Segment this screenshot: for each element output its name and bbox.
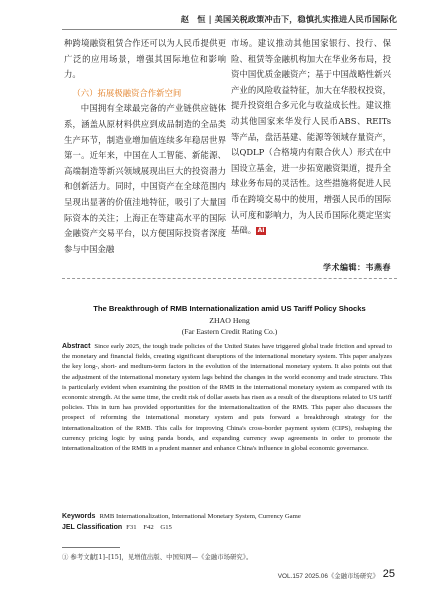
left-paragraph-1: 种跨境融资租赁合作还可以为人民币提供更广泛的应用场景，增强其国际地位和影响力。: [64, 38, 226, 80]
left-column: [64, 36, 226, 257]
academic-editor: 学术编辑：韦燕春: [323, 262, 391, 272]
footnote-divider: [62, 547, 120, 548]
footnote: ① 参考文献[1]–[15]，见增值出版、中国知网—《金融市场研究》。: [62, 553, 253, 561]
section-subheading: （六）拓展极融资合作新空间: [72, 87, 182, 98]
header-title: 美国关税政策冲击下，稳慎扎实推进人民币国际化: [214, 14, 397, 24]
footer: [278, 571, 379, 580]
jel-text: F31 F42 G15: [126, 524, 172, 531]
header-separator: |: [208, 14, 212, 24]
right-paragraph-text: 市场。建议推动其他国家银行、投行、保险、租赁等金融机构加大在华业务布局，投资中国优质金融资产；基于中国战略性新兴产业的风险收益特征，加大在华股权投资，提升投资组合多元化与收益成长性。建议推动其他国家来华发行人民币ABS、REITs等产品，盘活基建、能源等领域存量资产，以QDLP（合格境内有限合伙人）形式在中国设立基金，进一步拓宽融资渠道，提升全球业务布局的灵活性。这些措施将促进人民币在跨境交易中的使用，增强人民币的国际认可度和影响力，为人民币国际化奠定坚实基础。: [231, 38, 391, 236]
right-column: [231, 36, 391, 239]
right-paragraph-1: [231, 36, 391, 239]
footer-journal: VOL.157 2025.06《金融市场研究》: [277, 573, 379, 580]
english-affiliation: (Far Eastern Credit Rating Co.): [181, 327, 278, 336]
english-abstract: [62, 342, 392, 454]
left-paragraph-2: 中国拥有全球最完备的产业链供应链体系，涵盖从原材料供应到成品制造的全品类生产环节，制造业增加值连续多年稳居世界第一。近年来，中国在人工智能、新能源、高端制造等新兴领域展现出巨大的投资潜力和创新活力。同时，中国资产在全球范围内呈现出显著的价值洼地特征，吸引了大量国际资本的关注；上海正在等建高水平的国际金融资产交易平台，以方便国际投资者深度参与中国金融: [64, 103, 226, 254]
keywords-label: Keywords: [62, 513, 96, 520]
keywords-line: [62, 512, 392, 522]
english-title: The Breakthrough of RMB Internationalization amid US Tariff Policy Shocks: [93, 304, 366, 313]
abstract-text: Since early 2025, the tough trade policies of the United States have triggered global trade friction and spread to the monetary and financial fields, creating significant disruptions of the international monetary system. This paper analyzes the key long-, short- and medium-term factors in the evolution of the international monetary system. It also points out that the adjustment of the international monetary system lags behind the changes in the world economy and trade structure. This is particularly evident when examining the position of the RMB in the international monetary system as compared with its economic strength. At the same time, the credit risk of dollar assets has risen as a result of the disruptions related to US tariff policies. This in turn has provided opportunities for the internationalization of the RMB. This paper also discusses the prospect of reforming the international monetary system and puts forward a breakthrough strategy for the internationalization of the RMB. This calls for improving China's cross-border payment system (CIPS), reshaping the currency pricing logic by using panda bonds, and expanding currency swap agreements in order to promote the internationalization of the RMB in a prudent manner and enhance China's influence in global economic governance.: [62, 343, 392, 453]
abstract-divider: [62, 278, 397, 279]
article-end-mark: AI: [257, 227, 265, 235]
keywords-text: RMB Internationalization, International Monetary System, Currency Game: [99, 513, 301, 520]
running-header: [60, 14, 397, 25]
header-author: 赵 恒: [180, 14, 206, 24]
jel-line: [62, 523, 392, 533]
page-number: 25: [382, 568, 395, 580]
jel-label: JEL Classification: [62, 524, 123, 531]
english-author: ZHAO Heng: [209, 316, 250, 325]
abstract-label: Abstract: [62, 343, 91, 350]
header-divider: [62, 29, 397, 30]
